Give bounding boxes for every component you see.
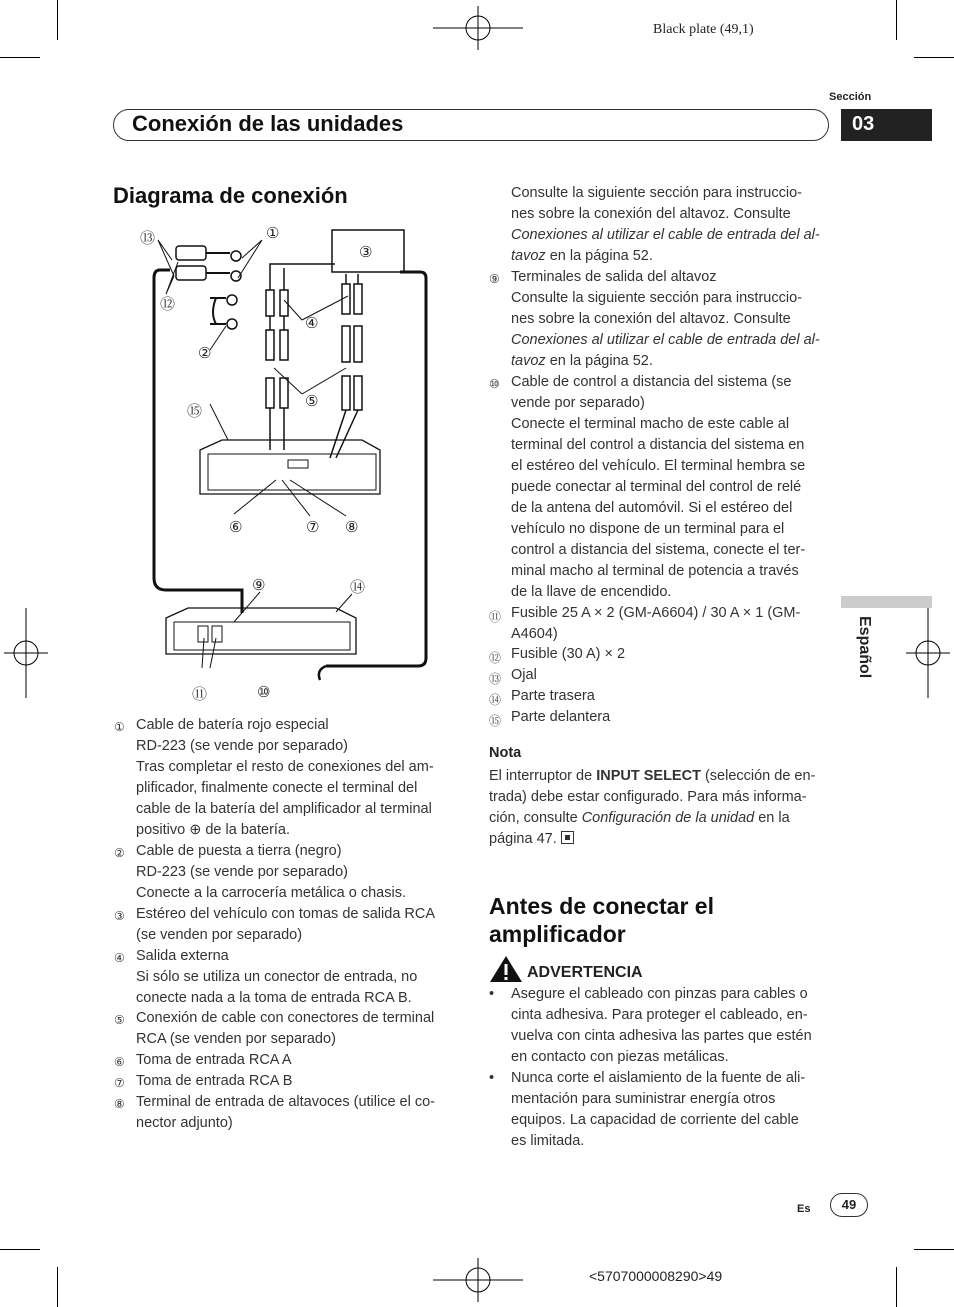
item-number: ③ — [114, 909, 125, 923]
line: mentación para suministrar energía otros — [511, 1091, 776, 1107]
callout-7: ⑦ — [306, 518, 320, 536]
continued-text — [511, 183, 820, 267]
item-number: ⑪ — [489, 610, 502, 624]
item-number: ① — [114, 720, 125, 734]
line: terminal del control a distancia del sistema en — [511, 437, 805, 453]
italic-line: tavoz — [511, 248, 546, 264]
item-number: ⑫ — [489, 651, 502, 665]
line: minal macho al terminal de potencia a través — [511, 563, 799, 579]
antes-title-line2: amplificador — [489, 921, 626, 947]
crop-mark — [0, 1249, 40, 1250]
language-code: Es — [797, 1203, 811, 1215]
crop-mark — [914, 57, 954, 58]
item-number: ② — [114, 846, 125, 860]
legend-item-2 — [136, 841, 406, 904]
line: RCA (se venden por separado) — [136, 1031, 336, 1047]
line: conecte nada a la toma de entrada RCA B. — [136, 990, 412, 1006]
line: de la antena del automóvil. Si el estéreo del — [511, 500, 793, 516]
line: RD-223 (se vende por separado) — [136, 738, 348, 754]
section-number: 03 — [841, 109, 932, 141]
line: Cable de puesta a tierra (negro) — [136, 843, 342, 859]
item-number: ⑭ — [489, 693, 502, 707]
registration-mark-bottom — [433, 1258, 523, 1302]
line: control a distancia del sistema, conecte el ter- — [511, 542, 806, 558]
line: Conecte a la carrocería metálica o chasis. — [136, 885, 406, 901]
line: Toma de entrada RCA A — [136, 1052, 292, 1068]
legend-item-9 — [511, 267, 820, 372]
seccion-label: Sección — [829, 91, 872, 103]
legend-item-8 — [136, 1092, 435, 1134]
crop-mark — [57, 1267, 58, 1307]
nota-mid: (selección de en- — [700, 768, 816, 784]
line: en contacto con piezas metálicas. — [511, 1049, 729, 1065]
line: trada) debe estar configurado. Para más informa- — [489, 789, 807, 805]
warning-bullet-2 — [511, 1068, 805, 1152]
legend-item-12: Fusible (30 A) × 2 — [511, 646, 626, 662]
italic-link: Configuración de la unidad — [581, 810, 755, 826]
line: Cable de control a distancia del sistema (se — [511, 374, 792, 390]
header-title: Conexión de las unidades — [132, 111, 404, 136]
line: Si sólo se utiliza un conector de entrada, no — [136, 969, 418, 985]
crop-mark — [896, 0, 897, 40]
line: puede conectar al terminal del control de relé — [511, 479, 802, 495]
line: Fusible 25 A × 2 (GM-A6604) / 30 A × 1 (GM- — [511, 605, 801, 621]
line: Terminales de salida del altavoz — [511, 269, 717, 285]
legend-item-5 — [136, 1008, 434, 1050]
registration-mark-left — [4, 608, 48, 698]
item-number: ⑬ — [489, 672, 502, 686]
language-tab — [845, 616, 873, 696]
legend-item-13: Ojal — [511, 667, 537, 683]
italic-line: Conexiones al utilizar el cable de entrada del al- — [511, 227, 820, 243]
crop-mark — [57, 0, 58, 40]
callout-2: ② — [198, 344, 212, 362]
line: Consulte la siguiente sección para instruccio- — [511, 185, 802, 201]
line: nes sobre la conexión del altavoz. Consulte — [511, 206, 791, 222]
document-code: <5707000008290>49 — [589, 1268, 723, 1284]
callout-1: ① — [266, 224, 280, 242]
end-mark-icon — [561, 831, 574, 844]
nota-prefix: El interruptor de — [489, 768, 597, 784]
crop-mark — [914, 1249, 954, 1250]
callout-5: ⑤ — [305, 392, 319, 410]
line: positivo ⊕ de la batería. — [136, 822, 291, 838]
line: Toma de entrada RCA B — [136, 1073, 293, 1089]
line: plificador, finalmente conecte el terminal del — [136, 780, 418, 796]
diagram-title: Diagrama de conexión — [113, 183, 348, 208]
language-label: Español — [856, 616, 873, 679]
line: página 47. — [489, 831, 557, 847]
nota-text — [489, 766, 834, 850]
line: en la página 52. — [545, 353, 653, 369]
italic-line: tavoz — [511, 353, 546, 369]
line: (se venden por separado) — [136, 927, 303, 943]
callout-9: ⑨ — [252, 576, 266, 594]
antes-heading — [489, 892, 714, 948]
language-tab-bar — [841, 596, 932, 608]
item-number: ⑨ — [489, 272, 500, 286]
legend-item-14: Parte trasera — [511, 688, 595, 704]
line: Cable de batería rojo especial — [136, 717, 329, 733]
line: Asegure el cableado con pinzas para cables o — [511, 986, 808, 1002]
line: vehículo no dispone de un terminal para el — [511, 521, 785, 537]
legend-item-6 — [136, 1050, 292, 1071]
line: en la — [754, 810, 790, 826]
input-select-label: INPUT SELECT — [596, 768, 701, 784]
line: de la llave de encendido. — [511, 584, 672, 600]
item-number: ⑥ — [114, 1055, 125, 1069]
nota-heading: Nota — [489, 745, 522, 761]
page-number: 49 — [830, 1193, 868, 1217]
bullet-marker: • — [489, 986, 495, 1002]
antes-title-line1: Antes de conectar el — [489, 893, 714, 919]
callout-10: ⑩ — [257, 683, 271, 701]
callout-6: ⑥ — [229, 518, 243, 536]
line: Conecte el terminal macho de este cable al — [511, 416, 790, 432]
line: vende por separado) — [511, 395, 645, 411]
callout-8: ⑧ — [345, 518, 359, 536]
legend-item-1 — [136, 715, 434, 841]
line: equipos. La capacidad de corriente del cable — [511, 1112, 799, 1128]
line: en la página 52. — [545, 248, 653, 264]
warning-triangle-icon — [489, 955, 523, 983]
callout-4: ④ — [305, 314, 319, 332]
warning-bullet-1 — [511, 984, 812, 1068]
line: es limitada. — [511, 1133, 585, 1149]
callout-14: ⑭ — [350, 578, 366, 596]
line: ción, consulte — [489, 810, 582, 826]
plate-label: Black plate (49,1) — [653, 22, 754, 37]
line: Consulte la siguiente sección para instruccio- — [511, 290, 802, 306]
callout-13: ⑬ — [140, 229, 156, 247]
line: nes sobre la conexión del altavoz. Consulte — [511, 311, 791, 327]
item-number: ⑧ — [114, 1097, 125, 1111]
line: Conexión de cable con conectores de terminal — [136, 1010, 435, 1026]
legend-item-3 — [136, 904, 435, 946]
registration-mark-right — [906, 608, 950, 698]
line: cable de la batería del amplificador al terminal — [136, 801, 432, 817]
legend-item-10 — [511, 372, 805, 603]
line: cinta adhesiva. Para proteger el cableado, en- — [511, 1007, 808, 1023]
advertencia-label: ADVERTENCIA — [527, 964, 643, 981]
callout-11: ⑪ — [192, 685, 208, 703]
crop-mark — [896, 1267, 897, 1307]
legend-item-15: Parte delantera — [511, 709, 611, 725]
registration-mark-top — [433, 6, 523, 50]
line: Tras completar el resto de conexiones del am- — [136, 759, 434, 775]
crop-mark — [0, 57, 40, 58]
line: Terminal de entrada de altavoces (utilice el co- — [136, 1094, 436, 1110]
bullet-marker: • — [489, 1070, 495, 1086]
item-number: ⑤ — [114, 1013, 125, 1027]
line: RD-223 (se vende por separado) — [136, 864, 348, 880]
connection-diagram — [130, 218, 460, 708]
line: A4604) — [511, 626, 558, 642]
line: vuelva con cinta adhesiva las partes que estén — [511, 1028, 812, 1044]
line: Estéreo del vehículo con tomas de salida RCA — [136, 906, 436, 922]
legend-item-11 — [511, 603, 800, 645]
item-number: ⑦ — [114, 1076, 125, 1090]
item-number: ⑩ — [489, 377, 500, 391]
line: el estéreo del vehículo. El terminal hembra se — [511, 458, 806, 474]
callout-15: ⑮ — [187, 402, 203, 420]
line: Nunca corte el aislamiento de la fuente de ali- — [511, 1070, 806, 1086]
callout-3: ③ — [359, 243, 373, 261]
line: Salida externa — [136, 948, 229, 964]
italic-line: Conexiones al utilizar el cable de entrada del al- — [511, 332, 820, 348]
legend-item-7 — [136, 1071, 292, 1092]
callout-12: ⑫ — [160, 295, 176, 313]
line: nector adjunto) — [136, 1115, 233, 1131]
legend-item-4 — [136, 946, 417, 1009]
item-number: ⑮ — [489, 714, 502, 728]
item-number: ④ — [114, 951, 125, 965]
